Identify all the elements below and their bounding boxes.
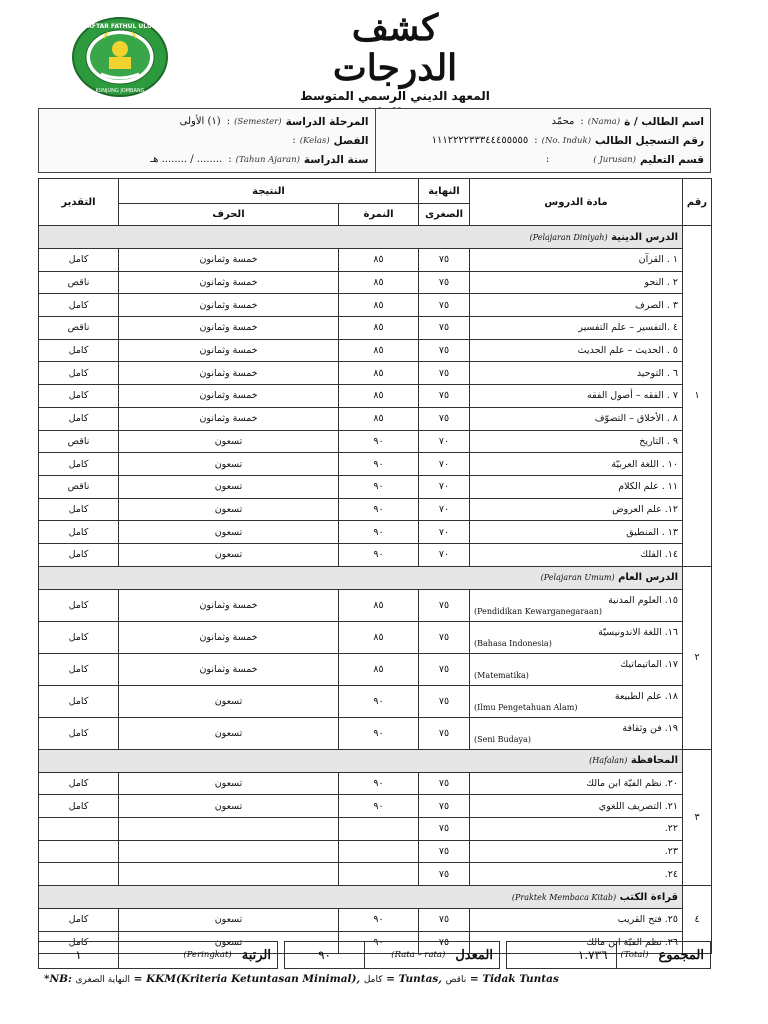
predicate-cell: كامل bbox=[39, 249, 119, 272]
predicate-cell: كامل bbox=[39, 589, 119, 621]
section-header-row bbox=[39, 886, 712, 909]
predicate-cell: كامل bbox=[39, 543, 119, 566]
induk-latin: (No. Induk) bbox=[541, 135, 592, 146]
subject-cell bbox=[470, 685, 683, 717]
tahun-sep: : bbox=[228, 154, 232, 165]
tahun-latin: (Tahun Ajaran) bbox=[235, 154, 300, 165]
total-value: ١.٧٣٦ bbox=[570, 942, 617, 968]
predicate-cell bbox=[39, 863, 119, 886]
footnote-tidak: = Tidak Tuntas bbox=[469, 973, 559, 985]
predicate-cell: كامل bbox=[39, 498, 119, 521]
rank-label: الرتبة bbox=[241, 947, 271, 963]
letters-cell bbox=[119, 818, 339, 841]
document-header bbox=[300, 8, 490, 124]
semester-value: (١) الأولى bbox=[179, 116, 221, 127]
subject-name: ٢٦. نظم الفيّة ابن مالك bbox=[470, 931, 683, 954]
subject-name: ١١ . علم الكلام bbox=[470, 475, 683, 498]
letters-cell: تسعون bbox=[119, 717, 339, 749]
table-row bbox=[39, 294, 712, 317]
score-cell: ٨٥ bbox=[339, 653, 419, 685]
footnote-kamil-ar: كامل bbox=[363, 975, 383, 985]
kelas-latin: (Kelas) bbox=[299, 135, 330, 146]
section-number: ٣ bbox=[683, 749, 712, 885]
tahun-label: سنة الدراسة bbox=[303, 153, 369, 166]
header-letters: الحرف bbox=[119, 204, 339, 226]
table-row bbox=[39, 317, 712, 340]
header-result: النتيجة bbox=[119, 179, 419, 204]
predicate-cell bbox=[39, 840, 119, 863]
minimum-cell: ٧٥ bbox=[419, 589, 470, 621]
section-header-row bbox=[39, 566, 712, 589]
table-row bbox=[39, 621, 712, 653]
section-latin: (Pelajaran Diniyah) bbox=[529, 232, 608, 242]
minimum-cell: ٧٥ bbox=[419, 795, 470, 818]
institution-logo bbox=[71, 16, 169, 98]
average-value: ٩٠ bbox=[285, 942, 365, 968]
letters-cell: خمسة وثمانون bbox=[119, 407, 339, 430]
section-header-row bbox=[39, 226, 712, 249]
predicate-cell: كامل bbox=[39, 453, 119, 476]
logo-ring-text: DAFTAR FATHUL ULUM bbox=[82, 23, 158, 30]
table-row bbox=[39, 840, 712, 863]
table-row bbox=[39, 521, 712, 544]
header-minimum-bottom: الصغرى bbox=[419, 204, 470, 226]
grades-body bbox=[39, 226, 712, 954]
predicate-cell: كامل bbox=[39, 685, 119, 717]
subject-cell bbox=[470, 653, 683, 685]
subject-name: ٢٣. bbox=[470, 840, 683, 863]
average-label: المعدل bbox=[455, 947, 493, 963]
predicate-cell: ناقص bbox=[39, 430, 119, 453]
minimum-cell: ٧٥ bbox=[419, 362, 470, 385]
table-row bbox=[39, 653, 712, 685]
subject-name: ١ . القرآن bbox=[470, 249, 683, 272]
rank-box bbox=[38, 941, 278, 969]
score-cell: ٩٠ bbox=[339, 475, 419, 498]
predicate-cell: كامل bbox=[39, 717, 119, 749]
table-row bbox=[39, 385, 712, 408]
letters-cell: تسعون bbox=[119, 453, 339, 476]
subject-name: ١٣ . المنطيق bbox=[470, 521, 683, 544]
predicate-cell bbox=[39, 818, 119, 841]
table-row bbox=[39, 407, 712, 430]
score-cell: ٩٠ bbox=[339, 772, 419, 795]
name-value: محمّد bbox=[551, 116, 575, 127]
subject-latin: (Bahasa Indonesia) bbox=[474, 638, 552, 648]
letters-cell: خمسة وثمانون bbox=[119, 294, 339, 317]
letters-cell: تسعون bbox=[119, 521, 339, 544]
subject-name: ٩ . التاريخ bbox=[470, 430, 683, 453]
predicate-cell: كامل bbox=[39, 909, 119, 932]
letters-cell: خمسة وثمانون bbox=[119, 362, 339, 385]
letters-cell bbox=[119, 840, 339, 863]
subject-name: ١٨. علم الطبيعة bbox=[614, 690, 679, 702]
score-cell: ٩٠ bbox=[339, 498, 419, 521]
letters-cell: خمسة وثمانون bbox=[119, 385, 339, 408]
letters-cell bbox=[119, 863, 339, 886]
letters-cell: خمسة وثمانون bbox=[119, 249, 339, 272]
student-info-right bbox=[375, 109, 711, 172]
header-raqm: رقم bbox=[683, 179, 712, 226]
jurusan-sep: : bbox=[545, 154, 550, 165]
subject-name: ١٥. العلوم المدنية bbox=[608, 594, 679, 606]
letters-cell: خمسة وثمانون bbox=[119, 317, 339, 340]
table-row bbox=[39, 362, 712, 385]
minimum-cell: ٧٥ bbox=[419, 772, 470, 795]
section-number: ٤ bbox=[683, 886, 712, 954]
jurusan-latin: (Jurusan ) bbox=[593, 154, 636, 165]
total-label: المجموع bbox=[658, 947, 704, 963]
score-cell: ٩٠ bbox=[339, 430, 419, 453]
predicate-cell: كامل bbox=[39, 521, 119, 544]
letters-cell: تسعون bbox=[119, 795, 339, 818]
kelas-row bbox=[45, 132, 369, 149]
footnote-prefix: *NB: bbox=[44, 973, 72, 985]
minimum-cell: ٧٠ bbox=[419, 430, 470, 453]
table-row bbox=[39, 909, 712, 932]
subject-latin: (Pendidikan Kewarganegaraan) bbox=[474, 606, 602, 616]
score-cell bbox=[339, 863, 419, 886]
subject-name: ٢ . النحو bbox=[470, 271, 683, 294]
tahun-row bbox=[45, 151, 369, 168]
subject-name: ١٢. علم العروض bbox=[470, 498, 683, 521]
total-box bbox=[506, 941, 711, 969]
subject-name: ٣ . الصرف bbox=[470, 294, 683, 317]
induk-row bbox=[382, 132, 705, 149]
score-cell bbox=[339, 840, 419, 863]
letters-cell: تسعون bbox=[119, 685, 339, 717]
predicate-cell: كامل bbox=[39, 385, 119, 408]
name-row bbox=[382, 113, 705, 130]
jurusan-row bbox=[382, 151, 705, 168]
letters-cell: خمسة وثمانون bbox=[119, 621, 339, 653]
predicate-cell: كامل bbox=[39, 772, 119, 795]
subject-name: ٢١. التصريف اللغوي bbox=[470, 795, 683, 818]
subject-name: ٧ . الفقه – أصول الفقه bbox=[470, 385, 683, 408]
minimum-cell: ٧٥ bbox=[419, 909, 470, 932]
minimum-cell: ٧٥ bbox=[419, 863, 470, 886]
letters-cell: خمسة وثمانون bbox=[119, 589, 339, 621]
score-cell: ٨٥ bbox=[339, 621, 419, 653]
table-row bbox=[39, 863, 712, 886]
kelas-label: الفصل bbox=[333, 134, 369, 147]
predicate-cell: كامل bbox=[39, 294, 119, 317]
minimum-cell: ٧٥ bbox=[419, 271, 470, 294]
subject-name: ٥ . الحديث – علم الحديث bbox=[470, 339, 683, 362]
average-latin: (Rata – rata) bbox=[391, 950, 446, 960]
section-title: الدرس الدينية bbox=[611, 231, 679, 243]
section-title-cell bbox=[39, 749, 683, 772]
section-title: قراءة الكتب bbox=[619, 891, 679, 903]
induk-label: رقم التسجيل الطالب bbox=[595, 134, 704, 147]
letters-cell: تسعون bbox=[119, 772, 339, 795]
subject-name: ٢٠. نظم الفيّة ابن مالك bbox=[470, 772, 683, 795]
score-cell: ٨٥ bbox=[339, 385, 419, 408]
section-latin: (Praktek Membaca Kitab) bbox=[511, 892, 617, 902]
semester-label: المرحلة الدراسة bbox=[285, 115, 369, 128]
score-cell: ٨٥ bbox=[339, 589, 419, 621]
score-cell: ٩٠ bbox=[339, 453, 419, 476]
tahun-value: ........ / ........ هـ bbox=[150, 154, 223, 165]
table-row bbox=[39, 717, 712, 749]
table-row bbox=[39, 795, 712, 818]
semester-sep: : bbox=[226, 116, 231, 127]
student-info-box bbox=[38, 108, 711, 173]
subject-name: ١٤. الفلك bbox=[470, 543, 683, 566]
minimum-cell: ٧٠ bbox=[419, 543, 470, 566]
induk-value: ١١١٢٢٢٢٣٣٣٤٤٤٥٥٥٥٥ bbox=[431, 135, 529, 146]
score-cell: ٨٥ bbox=[339, 317, 419, 340]
induk-sep: : bbox=[534, 135, 538, 146]
document-title: كشف الدرجات bbox=[332, 7, 458, 89]
score-cell: ٩٠ bbox=[339, 795, 419, 818]
subject-name: ٢٥. فتح القريب bbox=[470, 909, 683, 932]
score-cell: ٩٠ bbox=[339, 909, 419, 932]
score-cell: ٨٥ bbox=[339, 294, 419, 317]
letters-cell: تسعون bbox=[119, 931, 339, 954]
subject-latin: (Ilmu Pengetahuan Alam) bbox=[474, 702, 578, 712]
minimum-cell: ٧٥ bbox=[419, 840, 470, 863]
name-latin: (Nama) bbox=[587, 116, 621, 127]
table-row bbox=[39, 430, 712, 453]
rank-value: ١ bbox=[39, 942, 119, 968]
table-row bbox=[39, 772, 712, 795]
student-info-left bbox=[39, 109, 375, 172]
name-sep: : bbox=[580, 116, 584, 127]
score-cell: ٩٠ bbox=[339, 717, 419, 749]
table-row bbox=[39, 589, 712, 621]
predicate-cell: كامل bbox=[39, 621, 119, 653]
table-row bbox=[39, 818, 712, 841]
table-row bbox=[39, 339, 712, 362]
subject-latin: (Seni Budaya) bbox=[474, 734, 531, 744]
footnote-naqis-ar: ناقص bbox=[445, 975, 467, 985]
section-latin: (Pelajaran Umum) bbox=[540, 573, 615, 583]
subject-cell bbox=[470, 717, 683, 749]
footnote-tuntas: = Tuntas, bbox=[386, 973, 442, 985]
section-title-cell bbox=[39, 886, 683, 909]
name-label: اسم الطالب / ة bbox=[624, 115, 704, 128]
subject-name: ٢٢. bbox=[470, 818, 683, 841]
minimum-cell: ٧٥ bbox=[419, 653, 470, 685]
minimum-cell: ٧٥ bbox=[419, 685, 470, 717]
predicate-cell: كامل bbox=[39, 407, 119, 430]
table-row bbox=[39, 249, 712, 272]
subject-name: ١٠ . اللغة العربيّة bbox=[470, 453, 683, 476]
score-cell: ٨٥ bbox=[339, 407, 419, 430]
subject-name: ١٦. اللغة الاندونيسيّة bbox=[598, 626, 679, 638]
table-row bbox=[39, 498, 712, 521]
footnote-kkm: = KKM(Kriteria Ketuntasan Minimal), bbox=[133, 973, 361, 985]
table-row bbox=[39, 271, 712, 294]
semester-row bbox=[45, 113, 369, 130]
subject-name: ٤ .التفسير – علم التفسير bbox=[470, 317, 683, 340]
score-cell: ٩٠ bbox=[339, 543, 419, 566]
section-header-row bbox=[39, 749, 712, 772]
section-title-cell bbox=[39, 226, 683, 249]
predicate-cell: ناقص bbox=[39, 271, 119, 294]
section-title: المحافظة bbox=[630, 755, 679, 767]
minimum-cell: ٧٠ bbox=[419, 453, 470, 476]
letters-cell: تسعون bbox=[119, 543, 339, 566]
minimum-cell: ٧٥ bbox=[419, 385, 470, 408]
section-title-cell bbox=[39, 566, 683, 589]
kelas-sep: : bbox=[292, 135, 296, 146]
letters-cell: خمسة وثمانون bbox=[119, 653, 339, 685]
semester-latin: (Semester) bbox=[234, 116, 282, 127]
score-cell: ٩٠ bbox=[339, 931, 419, 954]
jurusan-label: قسم التعليم bbox=[639, 153, 704, 166]
minimum-cell: ٧٥ bbox=[419, 717, 470, 749]
predicate-cell: كامل bbox=[39, 931, 119, 954]
score-cell: ٨٥ bbox=[339, 249, 419, 272]
summary-bar bbox=[38, 941, 711, 969]
rank-latin: (Peringkat) bbox=[183, 950, 232, 960]
letters-cell: تسعون bbox=[119, 475, 339, 498]
minimum-cell: ٧٠ bbox=[419, 498, 470, 521]
section-latin: (Hafalan) bbox=[589, 756, 628, 766]
subject-name: ٦ . التوحيد bbox=[470, 362, 683, 385]
table-row bbox=[39, 453, 712, 476]
subject-name: ١٩. فن وثقافة bbox=[622, 722, 679, 734]
document-subtitle: المعهد الديني الرسمي المتوسط bbox=[300, 89, 490, 103]
minimum-cell: ٧٥ bbox=[419, 407, 470, 430]
score-cell: ٩٠ bbox=[339, 685, 419, 717]
minimum-cell: ٧٥ bbox=[419, 294, 470, 317]
score-cell bbox=[339, 818, 419, 841]
minimum-cell: ٧٥ bbox=[419, 339, 470, 362]
section-number: ٢ bbox=[683, 566, 712, 749]
subject-name: ١٧. الماتيماتيك bbox=[620, 658, 679, 670]
predicate-cell: كامل bbox=[39, 362, 119, 385]
section-number: ١ bbox=[683, 226, 712, 567]
score-cell: ٩٠ bbox=[339, 521, 419, 544]
subject-cell bbox=[470, 589, 683, 621]
predicate-cell: ناقص bbox=[39, 317, 119, 340]
table-row bbox=[39, 685, 712, 717]
section-title: الدرس العام bbox=[618, 572, 679, 584]
average-box bbox=[284, 941, 500, 969]
letters-cell: تسعون bbox=[119, 430, 339, 453]
header-score: النمرة bbox=[339, 204, 419, 226]
minimum-cell: ٧٥ bbox=[419, 317, 470, 340]
table-row bbox=[39, 475, 712, 498]
letters-cell: تسعون bbox=[119, 498, 339, 521]
predicate-cell: ناقص bbox=[39, 475, 119, 498]
predicate-cell: كامل bbox=[39, 795, 119, 818]
grades-table bbox=[38, 178, 712, 954]
minimum-cell: ٧٥ bbox=[419, 621, 470, 653]
predicate-cell: كامل bbox=[39, 653, 119, 685]
logo-ring-text-bottom: KUNJUNG JOMBANG bbox=[95, 88, 145, 94]
header-minimum-top: النهاية bbox=[419, 179, 470, 204]
table-row bbox=[39, 543, 712, 566]
predicate-cell: كامل bbox=[39, 339, 119, 362]
subject-cell bbox=[470, 621, 683, 653]
subject-latin: (Matematika) bbox=[474, 670, 529, 680]
letters-cell: تسعون bbox=[119, 909, 339, 932]
header-predicate: التقدير bbox=[39, 179, 119, 226]
subject-name: ٨ . الأخلاق – التصوّف bbox=[470, 407, 683, 430]
score-cell: ٨٥ bbox=[339, 271, 419, 294]
letters-cell: خمسة وثمانون bbox=[119, 339, 339, 362]
minimum-cell: ٧٠ bbox=[419, 475, 470, 498]
letters-cell: خمسة وثمانون bbox=[119, 271, 339, 294]
score-cell: ٨٥ bbox=[339, 362, 419, 385]
header-subject: مادة الدروس bbox=[470, 179, 683, 226]
minimum-cell: ٧٥ bbox=[419, 931, 470, 954]
score-cell: ٨٥ bbox=[339, 339, 419, 362]
subject-name: ٢٤. bbox=[470, 863, 683, 886]
minimum-cell: ٧٥ bbox=[419, 818, 470, 841]
minimum-cell: ٧٠ bbox=[419, 521, 470, 544]
total-latin: (Total) bbox=[620, 950, 649, 960]
minimum-cell: ٧٥ bbox=[419, 249, 470, 272]
footnote bbox=[44, 973, 724, 985]
footnote-min-ar: النهاية الصغرى bbox=[75, 975, 130, 985]
